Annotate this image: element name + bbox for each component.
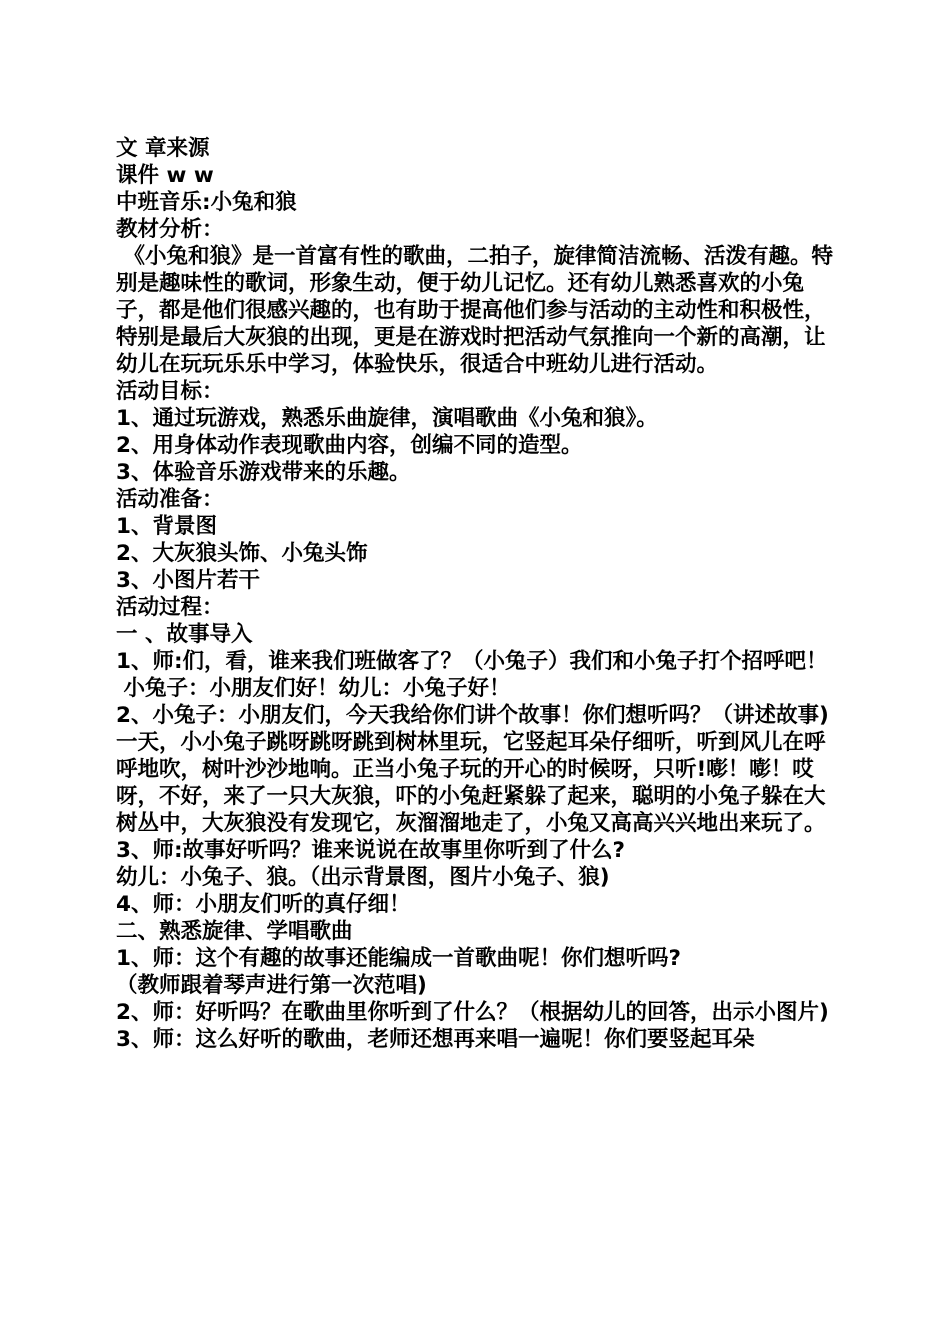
- preparation-item: 2、大灰狼头饰、小兔头饰: [116, 541, 368, 566]
- courseware-line: 课件 w w: [116, 163, 214, 188]
- section-heading-process: 活动过程：: [116, 595, 224, 620]
- process-step: 3、师：这么好听的歌曲，老师还想再来唱一遍呢！你们要竖起耳朵: [116, 1027, 755, 1052]
- process-dialogue: 幼儿：小兔子、狼。（出示背景图，图片小兔子、狼): [116, 865, 610, 890]
- section-heading-material-analysis: 教材分析：: [116, 217, 224, 242]
- preparation-item: 3、小图片若干: [116, 568, 260, 593]
- process-note: （教师跟着琴声进行第一次范唱): [116, 973, 427, 998]
- section-heading-goals: 活动目标：: [116, 379, 224, 404]
- goal-item: 1、通过玩游戏，熟悉乐曲旋律，演唱歌曲《小兔和狼》。: [116, 406, 658, 431]
- process-step: 1、师：这个有趣的故事还能编成一首歌曲呢！你们想听吗?: [116, 946, 681, 971]
- goal-item: 3、体验音乐游戏带来的乐趣。: [116, 460, 411, 485]
- source-line: 文 章来源: [116, 136, 210, 161]
- process-step: 3、师:故事好听吗？谁来说说在故事里你听到了什么?: [116, 838, 626, 863]
- process-subheading: 一 、故事导入: [116, 622, 253, 647]
- document-title: 中班音乐:小兔和狼: [116, 190, 297, 215]
- process-step: 4、师：小朋友们听的真仔细！: [116, 892, 411, 917]
- section-heading-preparation: 活动准备：: [116, 487, 224, 512]
- material-analysis-paragraph: 《小兔和狼》是一首富有性的歌曲，二拍子，旋律简洁流畅、活泼有趣。特别是趣味性的歌词，形象生动，便于幼儿记忆。还有幼儿熟悉喜欢的小兔子，都是他们很感兴趣的，也有助于提高他们参与活动的主动性和积极性，特别是最后大灰狼的出现，更是在游戏时把活动气氛推向一个新的高潮，让幼儿在玩玩乐乐中学习，体验快乐，很适合中班幼儿进行活动。: [116, 244, 834, 377]
- process-step: 1、师:们，看，谁来我们班做客了？（小兔子）我们和小兔子打个招呼吧！: [116, 649, 828, 674]
- story-paragraph: 一天，小小兔子跳呀跳呀跳到树林里玩，它竖起耳朵仔细听，听到风儿在呼呼地吹，树叶沙沙地响。正当小兔子玩的开心的时候呀，只听!嘭！嘭！哎呀，不好，来了一只大灰狼，吓的小兔赶紧躲了起来，聪明的小兔子躲在大树丛中，大灰狼没有发现它，灰溜溜地走了，小兔又高高兴兴地出来玩了。: [116, 730, 826, 836]
- process-subheading: 二、熟悉旋律、学唱歌曲: [116, 919, 353, 944]
- preparation-item: 1、背景图: [116, 514, 217, 539]
- process-dialogue: 小兔子：小朋友们好！幼儿：小兔子好！: [116, 676, 511, 701]
- process-step: 2、师：好听吗？在歌曲里你听到了什么？（根据幼儿的回答，出示小图片): [116, 1000, 829, 1025]
- document-page: [116, 135, 844, 1053]
- process-step: 2、小兔子：小朋友们，今天我给你们讲个故事！你们想听吗？（讲述故事): [116, 703, 829, 728]
- goal-item: 2、用身体动作表现歌曲内容，创编不同的造型。: [116, 433, 583, 458]
